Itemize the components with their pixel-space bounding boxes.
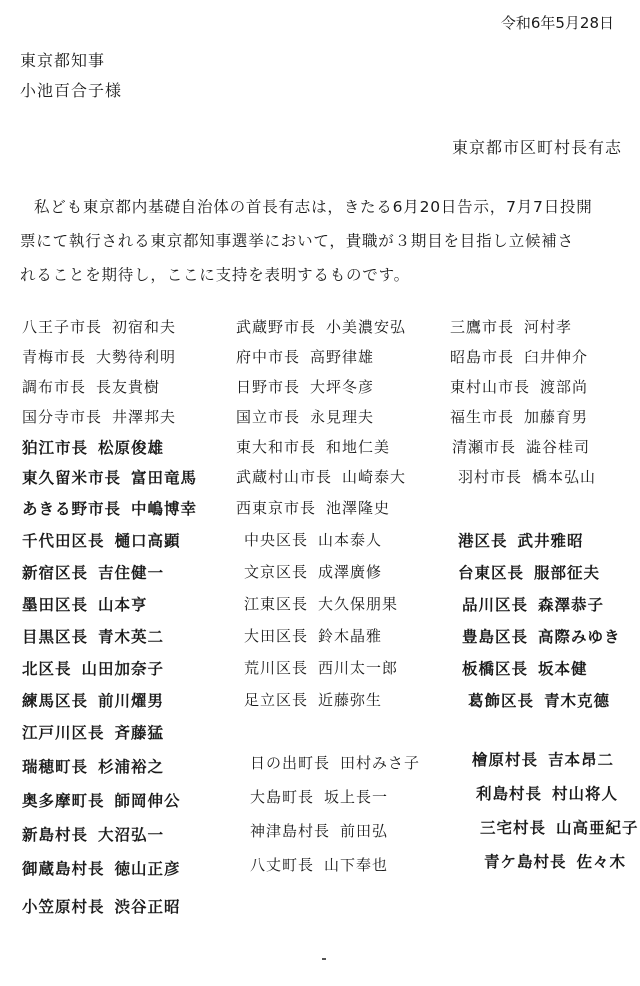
signatory-entry xyxy=(236,316,406,337)
signatory-name: 斉藤猛 xyxy=(114,724,165,742)
signatory-position: 台東区長 xyxy=(458,564,525,582)
signatory-position: 日野市長 xyxy=(236,378,301,396)
signatory-name: 大沼弘一 xyxy=(98,826,165,844)
signatory-position: 武蔵村山市長 xyxy=(236,468,333,486)
signatory-name: 前田弘 xyxy=(340,822,389,840)
signatory-position: 新宿区長 xyxy=(22,564,89,582)
signatory-entry xyxy=(250,786,388,807)
signatory-name: 田村みさ子 xyxy=(340,754,421,772)
signatory-entry xyxy=(22,497,197,519)
signatory-position: 千代田区長 xyxy=(22,532,105,550)
signatory-entry xyxy=(22,316,176,337)
body-line: 私ども東京都内基礎自治体の首長有志は，きたる6月20日告示，7月7日投開 xyxy=(34,198,593,216)
signatory-name: 加藤育男 xyxy=(524,408,589,426)
signatory-name: 富田竜馬 xyxy=(131,469,198,487)
signatory-position: 府中市長 xyxy=(236,348,301,366)
signatory-entry xyxy=(462,593,604,615)
signatory-entry xyxy=(22,895,181,917)
signatory-entry xyxy=(22,593,148,615)
signatory-position: 日の出町長 xyxy=(250,754,331,772)
signatory-entry xyxy=(244,529,382,550)
signatory-name: 山高亜紀子 xyxy=(556,819,639,837)
signatory-position: 北区長 xyxy=(22,660,72,678)
signatory-entry xyxy=(476,782,618,804)
signatory-position: 中央区長 xyxy=(244,531,309,549)
signatory-name: 池澤隆史 xyxy=(326,499,391,517)
signatory-name: 高野律雄 xyxy=(310,348,375,366)
signatory-position: 武蔵野市長 xyxy=(236,318,317,336)
signatory-position: 練馬区長 xyxy=(22,692,89,710)
signatory-entry xyxy=(22,755,164,777)
signatory-entry xyxy=(22,625,164,647)
signatory-entry xyxy=(22,376,160,397)
signatory-position: 三宅村長 xyxy=(480,819,547,837)
signatory-name: 徳山正彦 xyxy=(114,860,181,878)
signatory-entry xyxy=(452,436,590,457)
signatory-entry xyxy=(22,561,164,583)
signatory-position: 西東京市長 xyxy=(236,499,317,517)
signatory-position: 東久留米市長 xyxy=(22,469,122,487)
signatory-position: 狛江市長 xyxy=(22,439,89,457)
signatory-position: 葛飾区長 xyxy=(468,692,535,710)
signatory-name: 佐々木 xyxy=(576,853,627,871)
signatory-name: 山田加奈子 xyxy=(81,660,165,678)
signatory-entry xyxy=(458,529,584,551)
signatory-entry xyxy=(236,466,406,487)
signatory-position: 目黒区長 xyxy=(22,628,89,646)
signatory-position: 足立区長 xyxy=(244,691,309,709)
signatory-position: 八丈町長 xyxy=(250,856,315,874)
signatory-entry xyxy=(22,689,164,711)
signatory-name: 河村孝 xyxy=(524,318,573,336)
signatory-position: 青梅市長 xyxy=(22,348,87,366)
signatory-name: 村山将人 xyxy=(552,785,619,803)
signatory-name: 杉浦裕之 xyxy=(98,758,165,776)
signatory-entry xyxy=(236,436,390,457)
signatory-name: 渡部尚 xyxy=(540,378,589,396)
signatory-name: 樋口高顕 xyxy=(114,532,181,550)
signatory-entry xyxy=(22,857,181,879)
signatory-entry xyxy=(22,436,164,458)
signatory-name: 坂本健 xyxy=(538,660,588,678)
signatory-entry xyxy=(236,406,374,427)
signatory-position: 青ケ島村長 xyxy=(484,853,567,871)
signatory-position: 品川区長 xyxy=(462,596,529,614)
signatory-position: 江戸川区長 xyxy=(22,724,105,742)
body-line: れることを期待し，ここに支持を表明するものです。 xyxy=(20,266,410,284)
signatory-name: 永見理夫 xyxy=(310,408,375,426)
letter-date: 令和6年5月28日 xyxy=(500,14,614,32)
scan-mark xyxy=(322,958,326,960)
signatory-position: 奥多摩町長 xyxy=(22,792,105,810)
signatory-entry xyxy=(450,346,588,367)
signatory-name: 山本亨 xyxy=(98,596,148,614)
signatory-position: 三鷹市長 xyxy=(450,318,515,336)
signatory-name: 山崎泰大 xyxy=(342,468,407,486)
signatory-entry xyxy=(450,406,588,427)
signatory-entry xyxy=(22,789,181,811)
signatory-position: 国立市長 xyxy=(236,408,301,426)
signatory-name: 中嶋博幸 xyxy=(131,500,198,518)
recipient-name: 小池百合子様 xyxy=(20,81,123,100)
signatory-name: 高際みゆき xyxy=(538,628,621,646)
signatory-entry xyxy=(236,376,374,397)
signatory-entry xyxy=(458,561,600,583)
signatory-entry xyxy=(450,376,588,397)
signatory-entry xyxy=(22,721,164,743)
signatory-entry xyxy=(244,593,398,614)
signatory-entry xyxy=(22,529,181,551)
signatory-name: 吉住健一 xyxy=(98,564,165,582)
signatory-position: 大島町長 xyxy=(250,788,315,806)
signatory-position: 板橋区長 xyxy=(462,660,529,678)
signatory-position: 御蔵島村長 xyxy=(22,860,105,878)
signatory-position: 港区長 xyxy=(458,532,508,550)
signatory-name: 師岡伸公 xyxy=(114,792,181,810)
signatory-entry xyxy=(236,497,390,518)
signatory-entry xyxy=(236,346,374,367)
signatory-name: 坂上長一 xyxy=(324,788,389,806)
signatory-position: 大田区長 xyxy=(244,627,309,645)
signatory-position: 新島村長 xyxy=(22,826,89,844)
signatory-position: 文京区長 xyxy=(244,563,309,581)
signatory-name: 近藤弥生 xyxy=(318,691,383,709)
signatory-entry xyxy=(244,657,398,678)
signatory-entry xyxy=(244,689,382,710)
signatory-name: 森澤恭子 xyxy=(538,596,605,614)
signatory-position: 墨田区長 xyxy=(22,596,89,614)
signatory-entry xyxy=(484,850,626,872)
signatory-name: 西川太一郎 xyxy=(318,659,399,677)
signatory-entry xyxy=(22,466,197,488)
signatory-name: 大久保朋果 xyxy=(318,595,399,613)
signatory-name: 和地仁美 xyxy=(326,438,391,456)
signatory-name: 武井雅昭 xyxy=(517,532,584,550)
signatory-name: 渋谷正昭 xyxy=(114,898,181,916)
signatory-entry xyxy=(250,854,388,875)
signatory-entry xyxy=(250,820,388,841)
signatory-position: 江東区長 xyxy=(244,595,309,613)
signatory-position: 檜原村長 xyxy=(472,751,539,769)
recipient-title: 東京都知事 xyxy=(20,51,106,70)
signatory-entry xyxy=(450,316,572,337)
signatory-entry xyxy=(244,561,382,582)
signatory-position: 東大和市長 xyxy=(236,438,317,456)
signatory-entry xyxy=(462,657,588,679)
signatory-name: 山下奉也 xyxy=(324,856,389,874)
signatory-position: 国分寺市長 xyxy=(22,408,103,426)
signatory-name: 鈴木晶雅 xyxy=(318,627,383,645)
signatory-entry xyxy=(458,466,596,487)
letter-body xyxy=(20,190,625,292)
signatory-entry xyxy=(468,689,610,711)
signatory-name: 臼井伸介 xyxy=(524,348,589,366)
signatory-entry xyxy=(480,816,639,838)
signatory-entry xyxy=(250,752,420,773)
signatory-name: 小美濃安弘 xyxy=(326,318,407,336)
body-line: 票にて執行される東京都知事選挙において，貴職が３期目を目指し立候補さ xyxy=(20,232,574,250)
signatory-position: 豊島区長 xyxy=(462,628,529,646)
signatory-position: 八王子市長 xyxy=(22,318,103,336)
signatory-name: 青木克德 xyxy=(544,692,611,710)
signatory-position: 小笠原村長 xyxy=(22,898,105,916)
signatory-name: 長友貴樹 xyxy=(96,378,161,396)
signatory-name: 山本泰人 xyxy=(318,531,383,549)
signatory-name: 澁谷桂司 xyxy=(526,438,591,456)
signatory-name: 吉本昂二 xyxy=(548,751,615,769)
signatory-position: 調布市長 xyxy=(22,378,87,396)
signatory-name: 成澤廣修 xyxy=(318,563,383,581)
signatory-name: 松原俊雄 xyxy=(98,439,165,457)
signatory-name: 服部征夫 xyxy=(534,564,601,582)
signatory-name: 大坪冬彦 xyxy=(310,378,375,396)
signatory-entry xyxy=(22,823,164,845)
signatory-entry xyxy=(462,625,621,647)
signatory-name: 大勢待利明 xyxy=(96,348,177,366)
signatory-position: 羽村市長 xyxy=(458,468,523,486)
signatory-position: 利島村長 xyxy=(476,785,543,803)
signatory-name: 初宿和夫 xyxy=(112,318,177,336)
signatory-position: 昭島市長 xyxy=(450,348,515,366)
signatory-position: 神津島村長 xyxy=(250,822,331,840)
signatory-position: 東村山市長 xyxy=(450,378,531,396)
signatory-entry xyxy=(22,406,176,427)
signatory-position: 瑞穂町長 xyxy=(22,758,89,776)
signatory-entry xyxy=(22,346,176,367)
signatory-name: 青木英二 xyxy=(98,628,165,646)
signatory-entry xyxy=(244,625,382,646)
signatory-name: 井澤邦夫 xyxy=(112,408,177,426)
signatory-entry xyxy=(22,657,164,679)
signatory-position: 荒川区長 xyxy=(244,659,309,677)
signatory-position: 清瀬市長 xyxy=(452,438,517,456)
signatory-name: 橋本弘山 xyxy=(532,468,597,486)
sender-line: 東京都市区町村長有志 xyxy=(451,138,622,157)
signatory-position: 福生市長 xyxy=(450,408,515,426)
signatory-entry xyxy=(472,748,614,770)
signatory-name: 前川燿男 xyxy=(98,692,165,710)
signatory-position: あきる野市長 xyxy=(22,500,122,518)
